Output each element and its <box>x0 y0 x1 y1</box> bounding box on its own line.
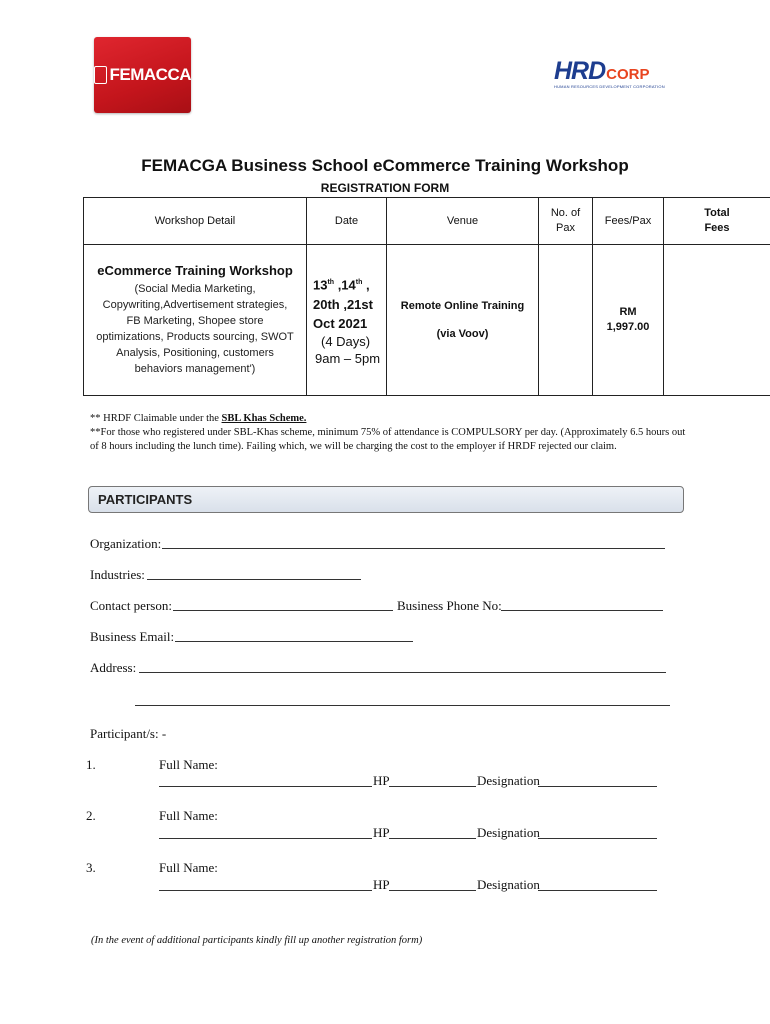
col-total-fees <box>664 198 770 245</box>
participant-3-full-name-field[interactable] <box>159 890 372 891</box>
date-line-1 <box>313 273 386 294</box>
business-email-label: Business Email: <box>90 629 175 644</box>
participant-1-hp-field[interactable] <box>389 786 476 787</box>
participant-2-designation-field[interactable] <box>538 838 657 839</box>
participant-1-full-name-field[interactable] <box>159 786 372 787</box>
workshop-title: eCommerce Training Workshop <box>97 263 293 278</box>
hrdf-note-2: **For those who registered under SBL-Khas scheme, minimum 75% of attendance is COMPULSORY per day. (Approximately 6.5 hours out of 8 hours including the lunch time). Failing which, we will be charging the cost to the employer if HRDF rejected our claim. <box>90 427 686 452</box>
participant-3-number: 3. <box>86 860 96 875</box>
date-cell <box>307 245 387 396</box>
date-tail: , <box>362 277 370 293</box>
workshop-desc-line: FB Marketing, Shopee store <box>126 315 264 327</box>
participant-2-hp-field[interactable] <box>389 838 476 839</box>
femacca-seal-icon <box>94 66 107 84</box>
business-phone-field[interactable] <box>501 610 663 611</box>
col-pax: Pax <box>556 222 575 234</box>
participants-section-header: PARTICIPANTS <box>88 486 684 513</box>
participant-3-hp-field[interactable] <box>389 890 476 891</box>
col-fees-pax: Fees/Pax <box>593 198 664 245</box>
address-label: Address: <box>90 660 137 675</box>
col-date: Date <box>307 198 387 245</box>
organization-row <box>90 536 161 552</box>
contact-person-field[interactable] <box>173 610 393 611</box>
participant-3-designation-label: Designation <box>477 877 540 892</box>
industries-field[interactable] <box>147 579 361 580</box>
date-sup1: th <box>327 279 335 287</box>
fee-amount: 1,997.00 <box>606 321 650 333</box>
fee-currency: RM <box>619 306 637 318</box>
femacca-logo <box>94 37 191 113</box>
col-workshop-detail: Workshop Detail <box>84 198 307 245</box>
col-venue: Venue <box>387 198 539 245</box>
participant-2-hp-label: HP <box>373 825 390 840</box>
participant-2-number: 2. <box>86 808 96 823</box>
industries-row <box>90 567 145 583</box>
col-fees: Fees <box>704 222 730 234</box>
address-field-line-1[interactable] <box>139 672 666 673</box>
hrd-corp-logo <box>554 58 672 98</box>
contact-person-row <box>90 598 172 614</box>
participant-3-full-name-label: Full Name: <box>159 860 218 875</box>
participants-label: Participant/s: - <box>90 726 167 741</box>
hrdf-note-1 <box>90 412 690 426</box>
address-row <box>90 660 136 676</box>
date-day1: 13 <box>313 277 328 293</box>
corp-wordmark: CORP <box>606 66 650 83</box>
footer-note: (In the event of additional participants kindly fill up another registration form) <box>91 935 423 946</box>
participant-1-designation-label: Designation <box>477 773 540 788</box>
date-line-3: Oct 2021 <box>313 315 368 331</box>
hrd-tagline: HUMAN RESOURCES DEVELOPMENT CORPORATION <box>554 84 665 89</box>
date-day2: ,14 <box>334 277 356 293</box>
participant-2-full-name-label: Full Name: <box>159 808 218 823</box>
col-total: Total <box>704 207 730 219</box>
table-header-row <box>84 198 770 245</box>
business-phone-row <box>397 598 502 614</box>
fees-cell <box>593 245 664 396</box>
venue-line-1: Remote Online Training <box>400 300 525 312</box>
total-fees-cell <box>664 245 770 396</box>
femacca-wordmark: FEMACCA <box>109 65 191 84</box>
sbl-khas-link[interactable]: SBL Khas Scheme. <box>221 413 307 424</box>
workshop-desc-line: Copywriting,Advertisement strategies, <box>102 299 288 311</box>
workshop-desc-line: (Social Media Marketing, <box>134 283 256 295</box>
col-no-of-pax <box>539 198 593 245</box>
hrd-wordmark: HRD <box>554 57 606 85</box>
participant-1-designation-field[interactable] <box>538 786 657 787</box>
form-subtitle: REGISTRATION FORM <box>320 181 450 195</box>
page-title: FEMACGA Business School eCommerce Training Workshop <box>141 156 629 175</box>
workshop-desc-line: behaviors management') <box>134 363 256 375</box>
table-row <box>84 245 770 396</box>
hrdf-note-prefix: ** HRDF Claimable under the <box>90 413 222 424</box>
participant-1-number: 1. <box>86 757 96 772</box>
participant-1-full-name-label: Full Name: <box>159 757 218 772</box>
venue-line-2: (via Voov) <box>436 328 489 340</box>
pax-cell <box>539 245 593 396</box>
organization-field[interactable] <box>162 548 665 549</box>
participant-1-hp-label: HP <box>373 773 390 788</box>
organization-label: Organization: <box>90 536 162 551</box>
date-time: 9am – 5pm <box>315 350 381 366</box>
participant-2-full-name-field[interactable] <box>159 838 372 839</box>
business-email-row <box>90 629 174 645</box>
workshop-desc-line: optimizations, Products sourcing, SWOT <box>96 331 294 343</box>
business-email-field[interactable] <box>175 641 413 642</box>
business-phone-label: Business Phone No: <box>397 598 502 613</box>
address-field-line-2[interactable] <box>135 705 670 706</box>
industries-label: Industries: <box>90 567 145 582</box>
workshop-table <box>83 197 770 396</box>
date-line-2: 20th ,21st <box>313 296 373 312</box>
workshop-detail-cell <box>84 245 307 396</box>
workshop-desc-line: Analysis, Positioning, customers <box>116 347 274 359</box>
participant-3-hp-label: HP <box>373 877 390 892</box>
contact-person-label: Contact person: <box>90 598 172 613</box>
date-sup2: th <box>355 279 363 287</box>
date-days: (4 Days) <box>321 333 371 349</box>
hrdf-notes <box>90 412 690 454</box>
participant-2-designation-label: Designation <box>477 825 540 840</box>
workshop-desc <box>84 281 306 377</box>
venue-cell <box>387 245 539 396</box>
participant-3-designation-field[interactable] <box>538 890 657 891</box>
col-no-of: No. of <box>550 207 581 219</box>
